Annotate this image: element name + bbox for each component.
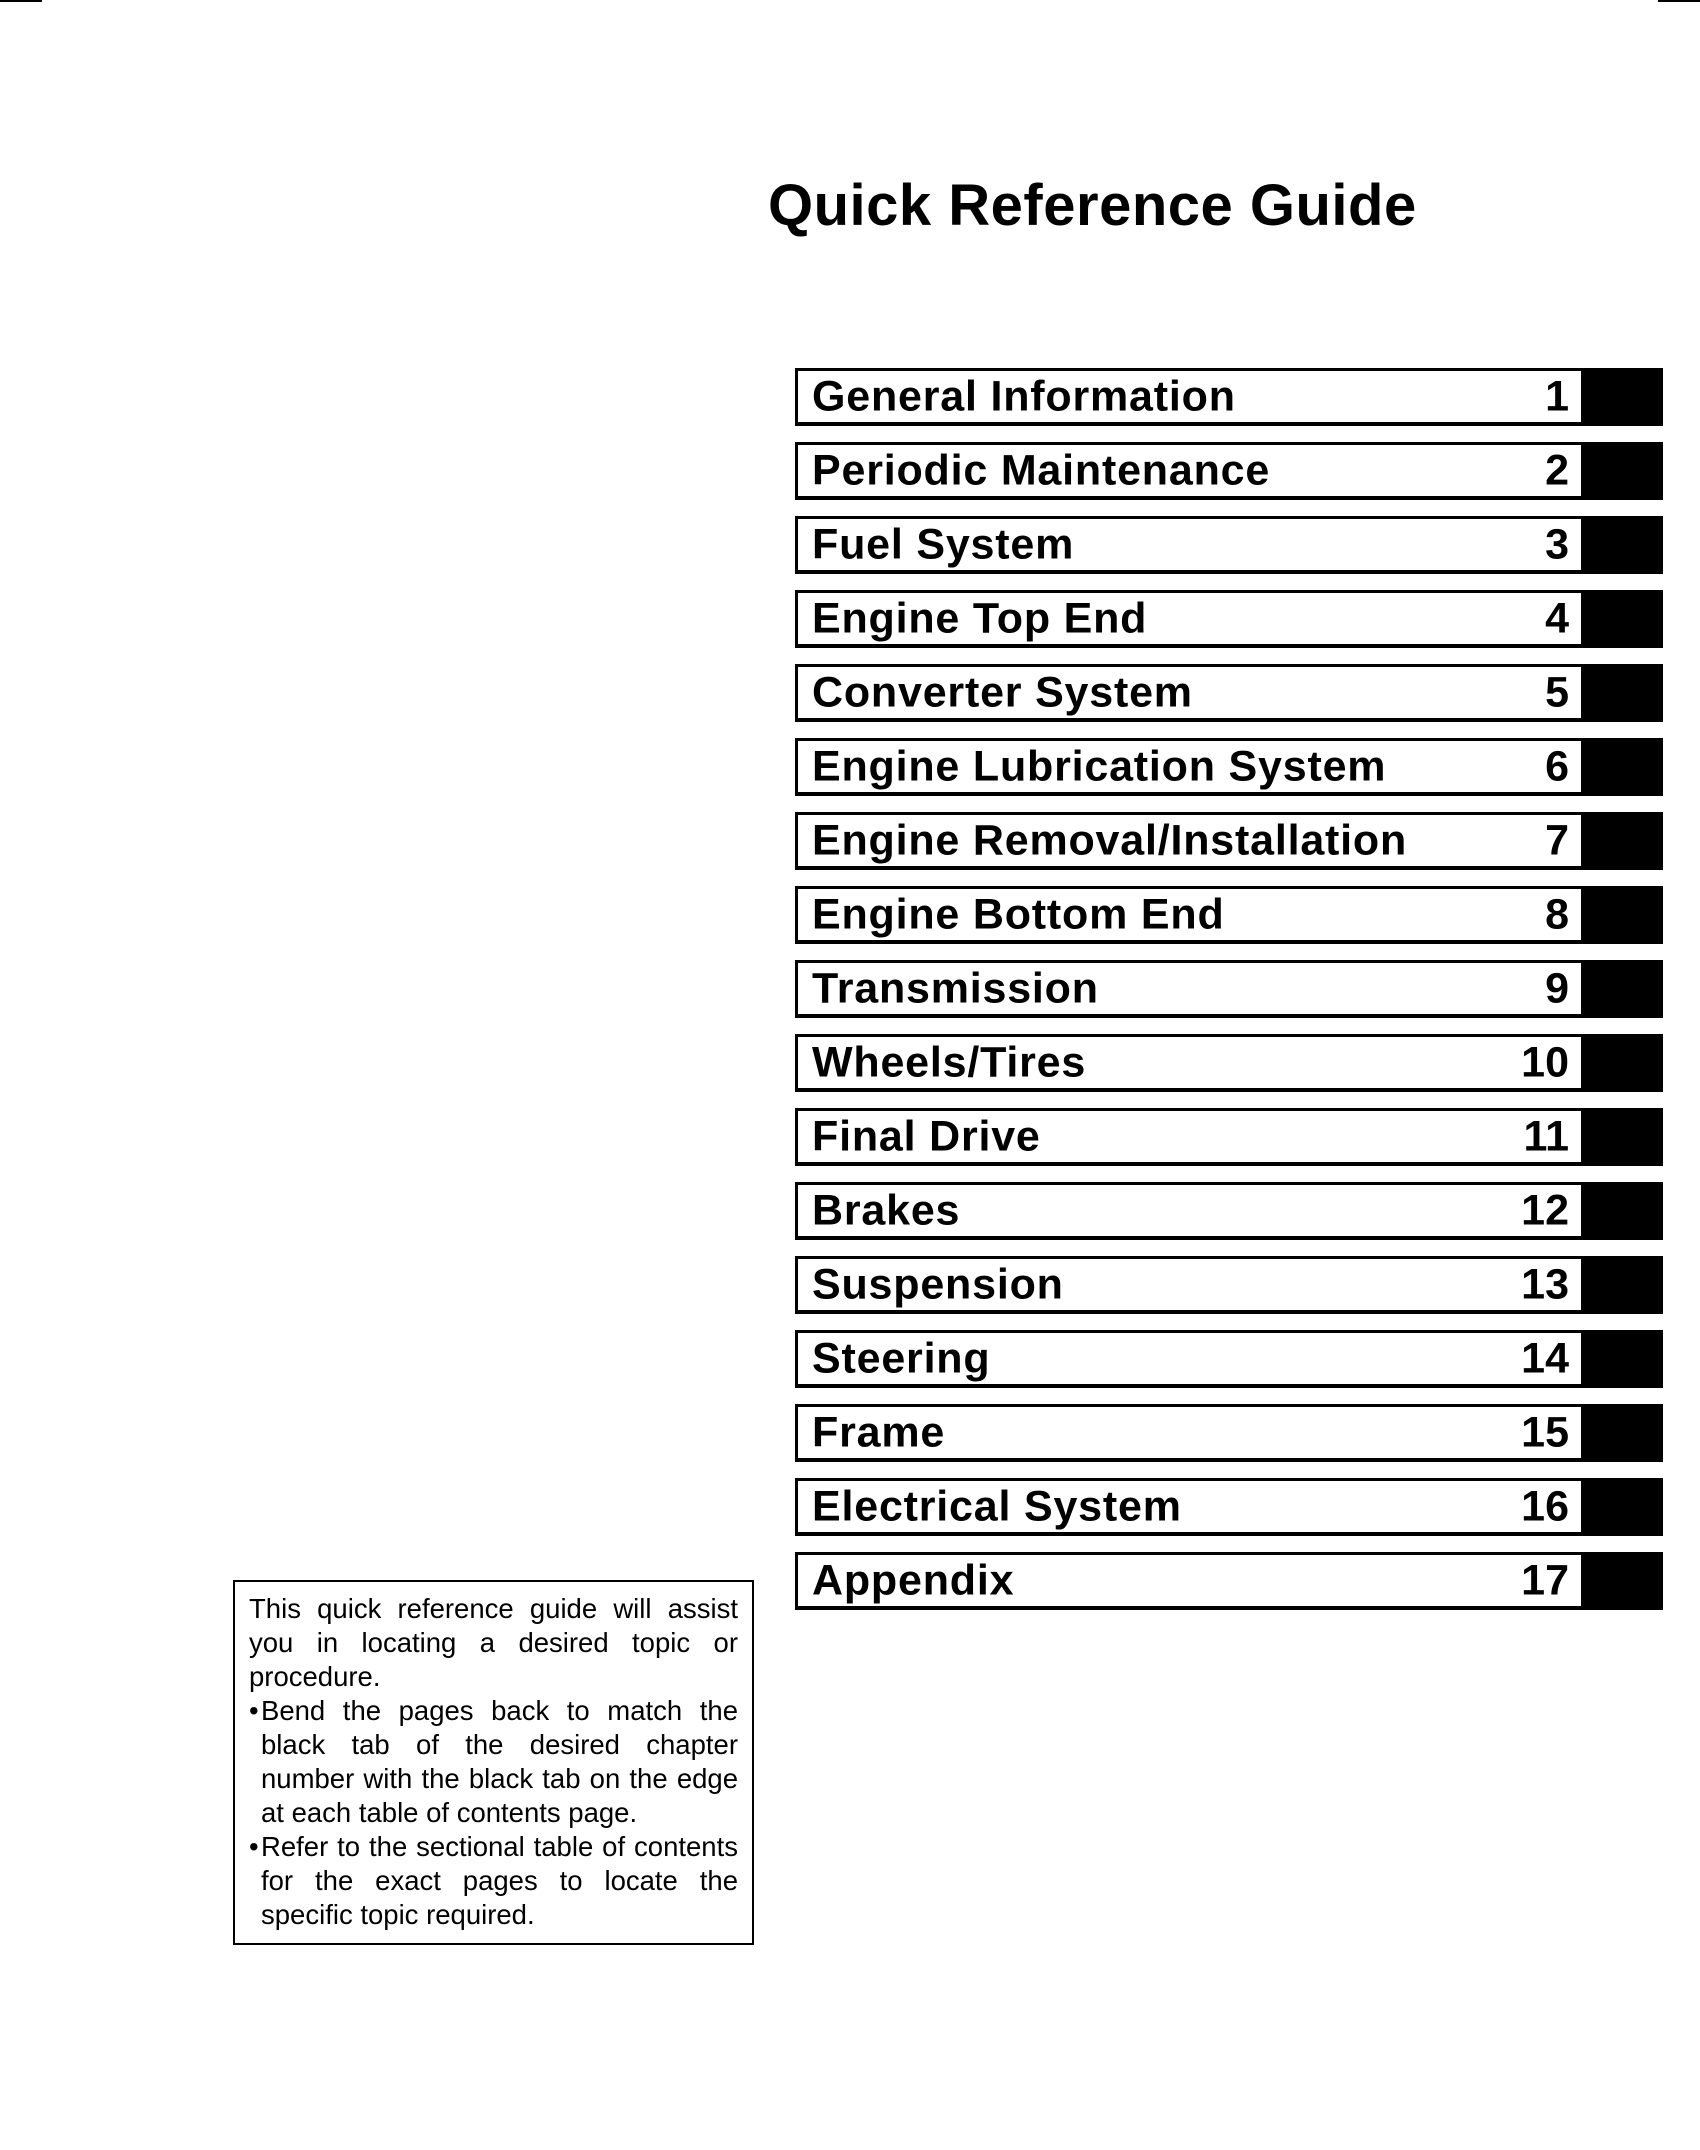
chapter-label: Engine Top End — [812, 594, 1148, 642]
chapter-row[interactable] — [795, 442, 1663, 500]
chapter-tab[interactable] — [1585, 590, 1663, 648]
chapter-box[interactable] — [795, 1330, 1585, 1388]
note-bullet-item — [249, 1830, 738, 1932]
chapter-label: Fuel System — [812, 520, 1075, 568]
chapter-number: 16 — [1521, 1482, 1569, 1530]
chapter-label: Wheels/Tires — [812, 1038, 1087, 1086]
crop-mark-left — [0, 0, 42, 2]
note-bullet-text: Refer to the sectional table of contents for the exact pages to locate the specific topic required. — [261, 1831, 738, 1930]
chapter-row[interactable] — [795, 738, 1663, 796]
chapter-label: Engine Bottom End — [812, 890, 1225, 938]
chapter-tab[interactable] — [1585, 1256, 1663, 1314]
chapter-tab[interactable] — [1585, 812, 1663, 870]
chapter-label: Frame — [812, 1408, 946, 1456]
note-bullet-text: Bend the pages back to match the black tab of the desired chapter number with the black tab on the edge at each table of contents page. — [261, 1695, 738, 1828]
chapter-row[interactable] — [795, 960, 1663, 1018]
chapter-label: Transmission — [812, 964, 1099, 1012]
chapter-label: Converter System — [812, 668, 1193, 716]
chapter-box[interactable] — [795, 1404, 1585, 1462]
chapter-number: 10 — [1521, 1038, 1569, 1086]
note-intro: This quick reference guide will assist you in locating a desired topic or procedure. — [249, 1593, 738, 1692]
chapter-tab[interactable] — [1585, 664, 1663, 722]
chapter-row[interactable] — [795, 812, 1663, 870]
instruction-note-box — [233, 1580, 754, 1945]
chapter-list — [795, 368, 1663, 1626]
chapter-row[interactable] — [795, 1182, 1663, 1240]
page-title: Quick Reference Guide — [768, 173, 1417, 238]
chapter-number: 14 — [1521, 1334, 1569, 1382]
chapter-box[interactable] — [795, 442, 1585, 500]
chapter-tab[interactable] — [1585, 738, 1663, 796]
chapter-number: 6 — [1545, 742, 1569, 790]
chapter-row[interactable] — [795, 590, 1663, 648]
bullet-icon: • — [249, 1831, 259, 1862]
chapter-box[interactable] — [795, 368, 1585, 426]
chapter-label: Final Drive — [812, 1112, 1041, 1160]
chapter-row[interactable] — [795, 516, 1663, 574]
chapter-row[interactable] — [795, 1330, 1663, 1388]
chapter-label: Steering — [812, 1334, 991, 1382]
chapter-row[interactable] — [795, 1108, 1663, 1166]
crop-mark-right — [1658, 0, 1700, 2]
chapter-tab[interactable] — [1585, 1552, 1663, 1610]
chapter-box[interactable] — [795, 664, 1585, 722]
chapter-row[interactable] — [795, 1478, 1663, 1536]
chapter-tab[interactable] — [1585, 1034, 1663, 1092]
chapter-number: 7 — [1545, 816, 1569, 864]
chapter-number: 8 — [1545, 890, 1569, 938]
chapter-box[interactable] — [795, 1478, 1585, 1536]
chapter-label: Engine Lubrication System — [812, 742, 1387, 790]
chapter-box[interactable] — [795, 812, 1585, 870]
chapter-number: 12 — [1521, 1186, 1569, 1234]
chapter-number: 1 — [1545, 372, 1569, 420]
chapter-row[interactable] — [795, 664, 1663, 722]
chapter-label: Periodic Maintenance — [812, 446, 1271, 494]
chapter-tab[interactable] — [1585, 1330, 1663, 1388]
chapter-label: General Information — [812, 372, 1236, 420]
note-list — [249, 1694, 738, 1932]
chapter-number: 4 — [1545, 594, 1569, 642]
chapter-row[interactable] — [795, 886, 1663, 944]
chapter-box[interactable] — [795, 886, 1585, 944]
chapter-row[interactable] — [795, 1034, 1663, 1092]
chapter-number: 5 — [1545, 668, 1569, 716]
chapter-box[interactable] — [795, 1034, 1585, 1092]
chapter-tab[interactable] — [1585, 1404, 1663, 1462]
chapter-number: 9 — [1545, 964, 1569, 1012]
chapter-number: 3 — [1545, 520, 1569, 568]
chapter-tab[interactable] — [1585, 1478, 1663, 1536]
chapter-box[interactable] — [795, 1256, 1585, 1314]
chapter-number: 13 — [1521, 1260, 1569, 1308]
chapter-number: 11 — [1523, 1112, 1569, 1160]
note-bullet-item — [249, 1694, 738, 1830]
chapter-box[interactable] — [795, 960, 1585, 1018]
chapter-label: Brakes — [812, 1186, 961, 1234]
chapter-box[interactable] — [795, 1552, 1585, 1610]
chapter-tab[interactable] — [1585, 516, 1663, 574]
chapter-tab[interactable] — [1585, 442, 1663, 500]
chapter-label: Suspension — [812, 1260, 1064, 1308]
bullet-icon: • — [249, 1695, 259, 1726]
chapter-label: Electrical System — [812, 1482, 1182, 1530]
chapter-tab[interactable] — [1585, 960, 1663, 1018]
chapter-row[interactable] — [795, 1404, 1663, 1462]
chapter-label: Engine Removal/Installation — [812, 816, 1408, 864]
chapter-number: 17 — [1521, 1556, 1569, 1604]
chapter-number: 15 — [1521, 1408, 1569, 1456]
chapter-row[interactable] — [795, 1256, 1663, 1314]
chapter-box[interactable] — [795, 1108, 1585, 1166]
chapter-box[interactable] — [795, 590, 1585, 648]
chapter-row[interactable] — [795, 1552, 1663, 1610]
chapter-tab[interactable] — [1585, 368, 1663, 426]
chapter-box[interactable] — [795, 516, 1585, 574]
chapter-row[interactable] — [795, 368, 1663, 426]
chapter-tab[interactable] — [1585, 1108, 1663, 1166]
chapter-number: 2 — [1545, 446, 1569, 494]
chapter-box[interactable] — [795, 738, 1585, 796]
chapter-tab[interactable] — [1585, 886, 1663, 944]
chapter-box[interactable] — [795, 1182, 1585, 1240]
chapter-label: Appendix — [812, 1556, 1015, 1604]
chapter-tab[interactable] — [1585, 1182, 1663, 1240]
